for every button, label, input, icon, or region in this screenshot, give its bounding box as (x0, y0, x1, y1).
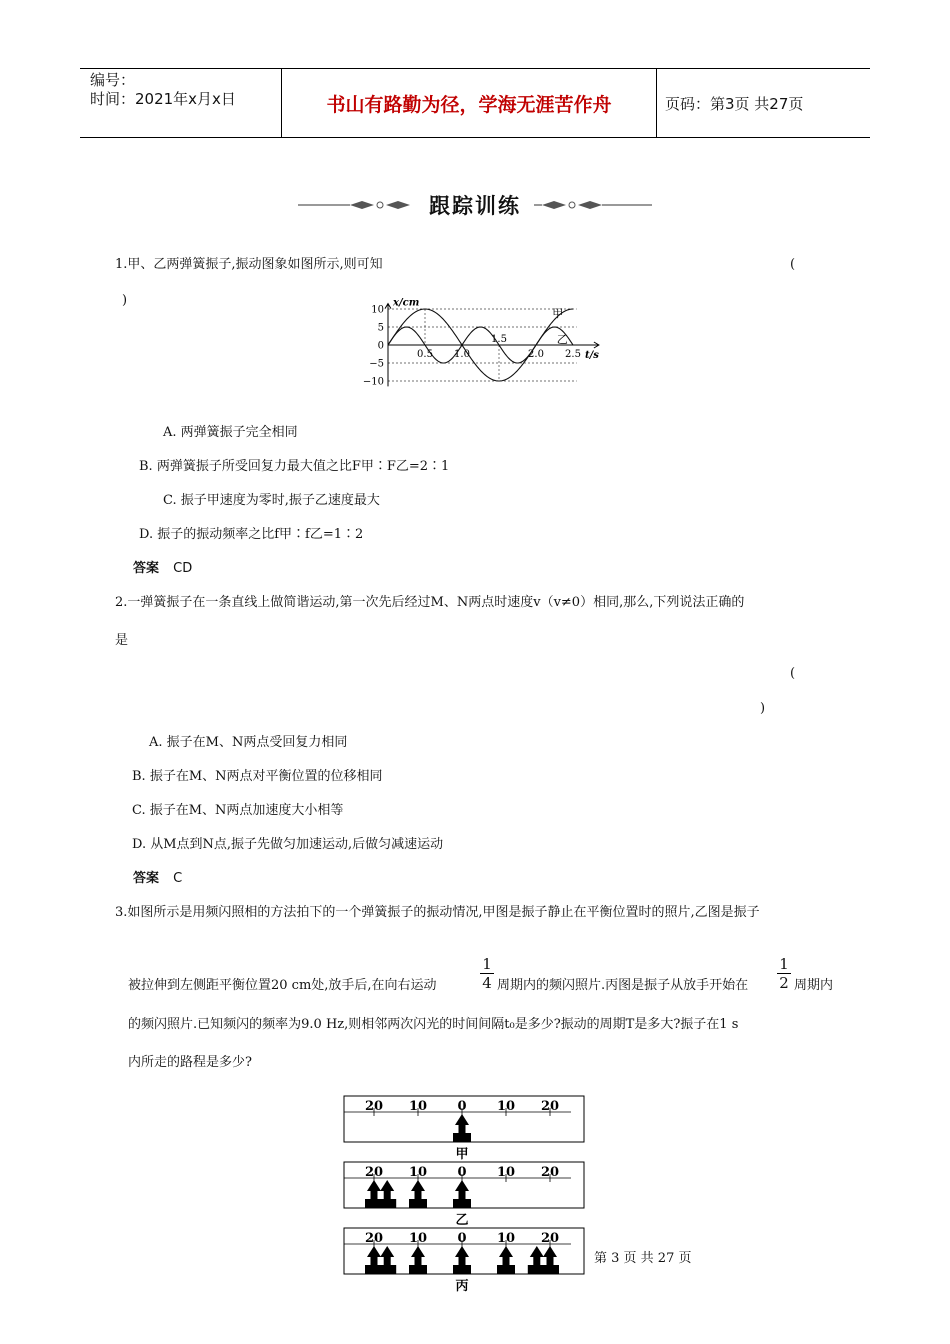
q3-fraction-half (777, 955, 791, 992)
header-motto: 书山有路勤为径，学海无涯苦作舟 (282, 69, 657, 137)
oscillator-body (503, 1256, 510, 1266)
page-header (80, 68, 870, 138)
frac1-denominator: 4 (482, 974, 492, 992)
oscillator-body (459, 1190, 466, 1200)
scale-label: 10 (408, 1231, 428, 1246)
y-tick-label: 5 (377, 322, 384, 334)
q2-option-d: D. 从M点到N点,振子先做匀加速运动,后做匀减速运动 (132, 837, 444, 852)
scale-label: 20 (364, 1099, 384, 1114)
oscillator-body (384, 1190, 391, 1200)
q3-line2c: 周期内 (794, 978, 834, 993)
scale-label: 20 (540, 1099, 560, 1114)
q1-answer-label: 答案 (133, 561, 160, 576)
oscillator-body (533, 1256, 540, 1266)
oscillator-body (459, 1124, 466, 1134)
q3-fraction-quarter (480, 955, 494, 992)
strobe-photo-figure (343, 1094, 587, 1294)
oscillator-body (415, 1256, 422, 1266)
oscillator-base (453, 1199, 471, 1208)
y-tick-label: −10 (362, 376, 384, 388)
q2-answer (133, 870, 182, 888)
scale-label: 0 (457, 1165, 467, 1180)
q1-text: 1.甲、乙两弹簧振子,振动图象如图所示,则可知 (115, 257, 383, 272)
y-axis-label: x/cm (393, 297, 420, 309)
label-jia: 甲 (552, 307, 564, 320)
q2-option-a: A. 振子在M、N两点受回复力相同 (149, 735, 348, 750)
label-yi: 乙 (556, 333, 568, 346)
q2-paren-close: ) (760, 701, 766, 716)
q3-line1: 3.如图所示是用频闪照相的方法拍下的一个弹簧振子的振动情况,甲图是振子静止在平衡位置时的照片,乙图是振子 (115, 905, 760, 920)
panel-yi-label: 乙 (455, 1213, 469, 1228)
page-footer: 第 3 页 共 27 页 (594, 1251, 692, 1266)
q2-answer-label: 答案 (133, 871, 160, 886)
x-tick-label: 1.5 (491, 334, 507, 345)
x-tick-label: 2.5 (565, 349, 581, 360)
q1-answer-value: CD (173, 561, 193, 576)
q3-line2b: 周期内的频闪照片.丙图是振子从放手开始在 (497, 978, 749, 993)
x-axis-label: t/s (585, 350, 599, 361)
panel-bing-label: 丙 (455, 1279, 469, 1294)
oscillator-base (453, 1133, 471, 1142)
oscillator-base (409, 1199, 427, 1208)
oscillator-body (371, 1256, 378, 1266)
oscillator-body (415, 1190, 422, 1200)
frac2-denominator: 2 (779, 974, 789, 992)
scale-label: 10 (408, 1165, 428, 1180)
oscillator-base (497, 1265, 515, 1274)
scale-label: 0 (457, 1099, 467, 1114)
y-tick-label: 0 (377, 340, 384, 352)
q2-paren-open: ( (790, 666, 796, 681)
scale-label: 10 (496, 1231, 516, 1246)
time-label: 时间：2021年x月x日 (90, 90, 236, 108)
q1-paren-open: ( (790, 257, 796, 272)
q2-text-line2: 是 (115, 633, 129, 648)
scale-label: 20 (364, 1165, 384, 1180)
oscillator-base (541, 1265, 559, 1274)
scale-label: 0 (457, 1231, 467, 1246)
q3-line4: 内所走的路程是多少? (128, 1055, 252, 1070)
oscillator-body (371, 1190, 378, 1200)
oscillator-body (459, 1256, 466, 1266)
header-page-info: 页码：第3页 共27页 (665, 95, 804, 113)
oscillator-body (384, 1256, 391, 1266)
q1-option-d: D. 振子的振动频率之比f甲∶f乙=1∶2 (139, 527, 364, 542)
y-tick-label: 10 (371, 304, 384, 316)
x-tick-label: 0.5 (417, 349, 433, 360)
q1-option-b: B. 两弹簧振子所受回复力最大值之比F甲∶F乙=2∶1 (139, 459, 450, 474)
oscillator-base (378, 1265, 396, 1274)
q2-option-b: B. 振子在M、N两点对平衡位置的位移相同 (132, 769, 383, 784)
scale-label: 10 (408, 1099, 428, 1114)
scale-label: 20 (364, 1231, 384, 1246)
q1-answer (133, 560, 192, 578)
oscillator-base (378, 1199, 396, 1208)
section-title-text: 跟踪训练 (429, 194, 521, 218)
q1-vibration-graph (355, 285, 599, 395)
q2-option-c: C. 振子在M、N两点加速度大小相等 (132, 803, 344, 818)
scale-label: 10 (496, 1165, 516, 1180)
oscillator-base (409, 1265, 427, 1274)
frac2-numerator: 1 (777, 955, 791, 974)
scale-label: 10 (496, 1099, 516, 1114)
q3-line3: 的频闪照片.已知频闪的频率为9.0 Hz,则相邻两次闪光的时间间隔t₀是多少?振动的周期T是多大?振子在1 s (128, 1017, 739, 1032)
q1-paren-close: ) (122, 293, 128, 308)
q1-option-c: C. 振子甲速度为零时,振子乙速度最大 (163, 493, 380, 508)
q1-option-a: A. 两弹簧振子完全相同 (163, 425, 298, 440)
q2-answer-value: C (173, 871, 183, 886)
oscillator-base (453, 1265, 471, 1274)
panel-jia-label: 甲 (455, 1147, 469, 1162)
scale-label: 20 (540, 1165, 560, 1180)
number-label: 编号： (90, 71, 136, 89)
scale-label: 20 (540, 1231, 560, 1246)
section-title (298, 188, 652, 220)
frac1-numerator: 1 (480, 955, 494, 974)
x-tick-label: 1.0 (454, 349, 470, 360)
header-left-cell (80, 69, 282, 137)
q2-text-line1: 2.一弹簧振子在一条直线上做简谐运动,第一次先后经过M、N两点时速度v（v≠0）相同,那么,下列说法正确的 (115, 595, 745, 610)
q3-line2a: 被拉伸到左侧距平衡位置20 cm处,放手后,在向右运动 (128, 978, 437, 993)
y-tick-label: −5 (369, 358, 384, 370)
oscillator-body (547, 1256, 554, 1266)
x-tick-label: 2.0 (528, 349, 544, 360)
